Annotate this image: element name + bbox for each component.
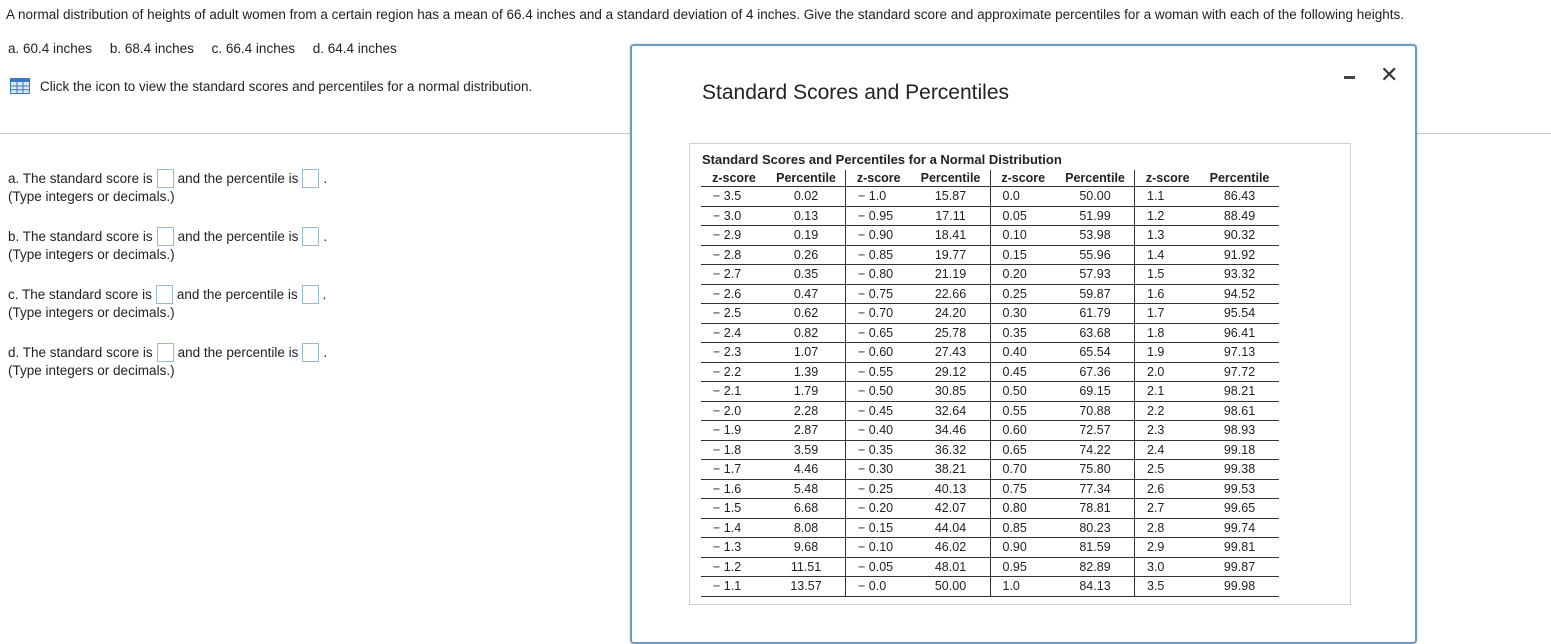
- percentile-cell: 78.81: [1056, 499, 1135, 519]
- question-text: A normal distribution of heights of adult women from a certain region has a mean of 66.4 inches and a standard deviation of 4 inches. Give the standard score and approximate percentiles for a woman with each of the following heights.: [6, 7, 1405, 22]
- percentile-cell: 1.39: [767, 362, 846, 382]
- zscore-cell: − 1.8: [701, 440, 767, 460]
- answer-d-percentile-input[interactable]: [302, 343, 319, 362]
- height-parts: [8, 41, 411, 56]
- percentile-cell: 70.88: [1056, 401, 1135, 421]
- zscore-cell: 0.70: [990, 460, 1056, 480]
- zscore-cell: − 2.5: [701, 304, 767, 324]
- zscore-cell: 0.15: [990, 245, 1056, 265]
- zscore-cell: 0.90: [990, 538, 1056, 558]
- percentile-cell: 46.02: [912, 538, 991, 558]
- percentile-cell: 96.41: [1201, 323, 1279, 343]
- minimize-icon[interactable]: [1344, 76, 1355, 79]
- table-title: Standard Scores and Percentiles for a Normal Distribution: [702, 152, 1062, 167]
- table-row: [701, 343, 1279, 363]
- answer-d-hint: (Type integers or decimals.): [8, 363, 175, 378]
- percentile-cell: 27.43: [912, 343, 991, 363]
- percentile-cell: 6.68: [767, 499, 846, 519]
- zscore-cell: 1.6: [1135, 284, 1201, 304]
- percentile-cell: 0.02: [767, 187, 846, 207]
- percentile-cell: 95.54: [1201, 304, 1279, 324]
- table-icon-row: [10, 78, 532, 94]
- table-row: [701, 557, 1279, 577]
- zscore-cell: − 3.0: [701, 206, 767, 226]
- percentile-cell: 32.64: [912, 401, 991, 421]
- percentile-cell: 13.57: [767, 577, 846, 597]
- zscore-cell: − 0.65: [846, 323, 912, 343]
- percentile-cell: 91.92: [1201, 245, 1279, 265]
- answer-c-percentile-input[interactable]: [302, 285, 319, 304]
- zscore-cell: 2.9: [1135, 538, 1201, 558]
- zscore-cell: − 2.2: [701, 362, 767, 382]
- percentile-cell: 99.53: [1201, 479, 1279, 499]
- percentile-cell: 90.32: [1201, 226, 1279, 246]
- percentile-cell: 88.49: [1201, 206, 1279, 226]
- zscore-cell: 1.0: [990, 577, 1056, 597]
- percentile-cell: 99.98: [1201, 577, 1279, 597]
- percentile-cell: 40.13: [912, 479, 991, 499]
- table-row: [701, 479, 1279, 499]
- table-row: [701, 323, 1279, 343]
- zscore-cell: − 0.90: [846, 226, 912, 246]
- table-row: [701, 518, 1279, 538]
- percentile-cell: 97.13: [1201, 343, 1279, 363]
- part-a: a. 60.4 inches: [8, 41, 93, 56]
- zscore-cell: 0.30: [990, 304, 1056, 324]
- answer-a-middle: and the percentile is: [177, 170, 299, 186]
- zscore-cell: − 0.60: [846, 343, 912, 363]
- percentile-cell: 21.19: [912, 265, 991, 285]
- answer-c-zscore-input[interactable]: [156, 285, 173, 304]
- answer-d-suffix: .: [323, 344, 328, 360]
- zscore-cell: − 0.95: [846, 206, 912, 226]
- zscore-cell: 2.6: [1135, 479, 1201, 499]
- percentile-cell: 4.46: [767, 460, 846, 480]
- zscore-cell: − 0.45: [846, 401, 912, 421]
- percentile-cell: 72.57: [1056, 421, 1135, 441]
- answer-c-middle: and the percentile is: [176, 286, 298, 302]
- percentile-cell: 99.38: [1201, 460, 1279, 480]
- zscore-cell: − 1.7: [701, 460, 767, 480]
- percentile-cell: 99.87: [1201, 557, 1279, 577]
- zscore-cell: 0.10: [990, 226, 1056, 246]
- header-zscore: z-score: [990, 170, 1056, 187]
- table-header-row: [701, 170, 1279, 187]
- percentile-cell: 98.21: [1201, 382, 1279, 402]
- percentile-cell: 2.28: [767, 401, 846, 421]
- table-row: [701, 538, 1279, 558]
- percentile-table-panel: [689, 143, 1351, 605]
- percentile-table: [701, 170, 1279, 597]
- percentile-cell: 53.98: [1056, 226, 1135, 246]
- zscore-cell: − 2.7: [701, 265, 767, 285]
- table-row: [701, 577, 1279, 597]
- percentile-cell: 99.18: [1201, 440, 1279, 460]
- answer-b-suffix: .: [323, 228, 328, 244]
- percentile-cell: 98.93: [1201, 421, 1279, 441]
- percentile-cell: 2.87: [767, 421, 846, 441]
- percentile-cell: 84.13: [1056, 577, 1135, 597]
- percentile-cell: 24.20: [912, 304, 991, 324]
- table-row: [701, 304, 1279, 324]
- zscore-cell: − 0.0: [846, 577, 912, 597]
- percentile-cell: 18.41: [912, 226, 991, 246]
- answer-b-hint: (Type integers or decimals.): [8, 247, 175, 262]
- table-row: [701, 187, 1279, 207]
- table-row: [701, 226, 1279, 246]
- percentile-cell: 3.59: [767, 440, 846, 460]
- percentile-cell: 22.66: [912, 284, 991, 304]
- zscore-cell: 1.7: [1135, 304, 1201, 324]
- answer-a-percentile-input[interactable]: [302, 169, 319, 188]
- zscore-cell: − 3.5: [701, 187, 767, 207]
- zscore-cell: 2.8: [1135, 518, 1201, 538]
- zscore-cell: 0.20: [990, 265, 1056, 285]
- percentile-cell: 34.46: [912, 421, 991, 441]
- answer-b-middle: and the percentile is: [177, 228, 299, 244]
- header-percentile: Percentile: [1201, 170, 1279, 187]
- header-zscore: z-score: [846, 170, 912, 187]
- table-row: [701, 499, 1279, 519]
- answer-d-prefix: d. The standard score is: [8, 344, 153, 360]
- table-row: [701, 440, 1279, 460]
- percentile-cell: 94.52: [1201, 284, 1279, 304]
- answer-d: [8, 341, 327, 378]
- modal-title: Standard Scores and Percentiles: [702, 81, 1010, 104]
- percentile-cell: 93.32: [1201, 265, 1279, 285]
- zscore-cell: − 1.2: [701, 557, 767, 577]
- zscore-cell: 1.2: [1135, 206, 1201, 226]
- table-icon[interactable]: [10, 78, 30, 94]
- percentile-cell: 30.85: [912, 382, 991, 402]
- header-zscore: z-score: [701, 170, 767, 187]
- part-b: b. 68.4 inches: [109, 41, 194, 56]
- zscore-cell: 2.7: [1135, 499, 1201, 519]
- answer-a-zscore-input[interactable]: [157, 169, 174, 188]
- percentile-cell: 19.77: [912, 245, 991, 265]
- percentiles-modal: [630, 44, 1417, 644]
- table-row: [701, 265, 1279, 285]
- percentile-cell: 77.34: [1056, 479, 1135, 499]
- percentile-cell: 65.54: [1056, 343, 1135, 363]
- percentile-cell: 44.04: [912, 518, 991, 538]
- percentile-cell: 81.59: [1056, 538, 1135, 558]
- percentile-cell: 17.11: [912, 206, 991, 226]
- zscore-cell: 0.25: [990, 284, 1056, 304]
- percentile-cell: 98.61: [1201, 401, 1279, 421]
- zscore-cell: 0.35: [990, 323, 1056, 343]
- zscore-cell: − 0.40: [846, 421, 912, 441]
- zscore-cell: 2.4: [1135, 440, 1201, 460]
- percentile-cell: 69.15: [1056, 382, 1135, 402]
- percentile-cell: 0.62: [767, 304, 846, 324]
- header-percentile: Percentile: [912, 170, 991, 187]
- zscore-cell: 1.9: [1135, 343, 1201, 363]
- answer-b: [8, 225, 327, 262]
- header-percentile: Percentile: [1056, 170, 1135, 187]
- zscore-cell: − 1.5: [701, 499, 767, 519]
- zscore-cell: − 0.20: [846, 499, 912, 519]
- percentile-cell: 11.51: [767, 557, 846, 577]
- table-row: [701, 460, 1279, 480]
- zscore-cell: 0.65: [990, 440, 1056, 460]
- answer-c-prefix: c. The standard score is: [8, 286, 152, 302]
- zscore-cell: 0.95: [990, 557, 1056, 577]
- zscore-cell: − 0.80: [846, 265, 912, 285]
- table-row: [701, 206, 1279, 226]
- zscore-cell: − 0.30: [846, 460, 912, 480]
- zscore-cell: 0.40: [990, 343, 1056, 363]
- table-row: [701, 382, 1279, 402]
- zscore-cell: − 2.3: [701, 343, 767, 363]
- percentile-cell: 86.43: [1201, 187, 1279, 207]
- part-d: d. 64.4 inches: [312, 41, 397, 56]
- percentile-cell: 75.80: [1056, 460, 1135, 480]
- zscore-cell: 2.3: [1135, 421, 1201, 441]
- zscore-cell: − 2.6: [701, 284, 767, 304]
- zscore-cell: − 0.75: [846, 284, 912, 304]
- zscore-cell: − 0.55: [846, 362, 912, 382]
- answer-b-percentile-input[interactable]: [302, 227, 319, 246]
- percentile-cell: 0.35: [767, 265, 846, 285]
- zscore-cell: 3.5: [1135, 577, 1201, 597]
- close-icon[interactable]: ✕: [1380, 62, 1399, 87]
- percentile-cell: 5.48: [767, 479, 846, 499]
- percentile-cell: 55.96: [1056, 245, 1135, 265]
- percentile-cell: 15.87: [912, 187, 991, 207]
- zscore-cell: 1.4: [1135, 245, 1201, 265]
- zscore-cell: − 0.15: [846, 518, 912, 538]
- percentile-cell: 59.87: [1056, 284, 1135, 304]
- percentile-cell: 51.99: [1056, 206, 1135, 226]
- header-zscore: z-score: [1135, 170, 1201, 187]
- zscore-cell: 1.5: [1135, 265, 1201, 285]
- percentile-cell: 0.26: [767, 245, 846, 265]
- answer-c: [8, 283, 326, 320]
- header-percentile: Percentile: [767, 170, 846, 187]
- percentile-cell: 25.78: [912, 323, 991, 343]
- percentile-cell: 63.68: [1056, 323, 1135, 343]
- zscore-cell: 0.50: [990, 382, 1056, 402]
- percentile-cell: 0.47: [767, 284, 846, 304]
- zscore-cell: 0.85: [990, 518, 1056, 538]
- percentile-cell: 82.89: [1056, 557, 1135, 577]
- percentile-cell: 36.32: [912, 440, 991, 460]
- zscore-cell: − 0.85: [846, 245, 912, 265]
- answer-c-hint: (Type integers or decimals.): [8, 305, 175, 320]
- zscore-cell: − 2.4: [701, 323, 767, 343]
- table-row: [701, 362, 1279, 382]
- zscore-cell: 2.1: [1135, 382, 1201, 402]
- answer-a: [8, 167, 327, 204]
- percentile-cell: 0.19: [767, 226, 846, 246]
- zscore-cell: − 2.9: [701, 226, 767, 246]
- percentile-cell: 99.74: [1201, 518, 1279, 538]
- answer-b-prefix: b. The standard score is: [8, 228, 153, 244]
- answer-d-middle: and the percentile is: [177, 344, 299, 360]
- zscore-cell: − 1.3: [701, 538, 767, 558]
- zscore-cell: − 1.4: [701, 518, 767, 538]
- zscore-cell: − 0.35: [846, 440, 912, 460]
- table-icon-label: Click the icon to view the standard scores and percentiles for a normal distribution.: [40, 78, 533, 94]
- zscore-cell: 0.60: [990, 421, 1056, 441]
- zscore-cell: 2.2: [1135, 401, 1201, 421]
- zscore-cell: 2.0: [1135, 362, 1201, 382]
- percentile-cell: 99.65: [1201, 499, 1279, 519]
- percentile-cell: 9.68: [767, 538, 846, 558]
- percentile-cell: 50.00: [912, 577, 991, 597]
- zscore-cell: 2.5: [1135, 460, 1201, 480]
- zscore-cell: − 0.70: [846, 304, 912, 324]
- percentile-cell: 57.93: [1056, 265, 1135, 285]
- percentile-cell: 80.23: [1056, 518, 1135, 538]
- zscore-cell: 0.05: [990, 206, 1056, 226]
- percentile-cell: 0.82: [767, 323, 846, 343]
- part-c: c. 66.4 inches: [211, 41, 295, 56]
- percentile-cell: 97.72: [1201, 362, 1279, 382]
- zscore-cell: 1.3: [1135, 226, 1201, 246]
- percentile-cell: 38.21: [912, 460, 991, 480]
- percentile-cell: 8.08: [767, 518, 846, 538]
- percentile-cell: 29.12: [912, 362, 991, 382]
- zscore-cell: − 2.8: [701, 245, 767, 265]
- zscore-cell: 0.0: [990, 187, 1056, 207]
- zscore-cell: 0.80: [990, 499, 1056, 519]
- percentile-cell: 61.79: [1056, 304, 1135, 324]
- zscore-cell: 0.75: [990, 479, 1056, 499]
- zscore-cell: − 1.6: [701, 479, 767, 499]
- zscore-cell: 0.45: [990, 362, 1056, 382]
- zscore-cell: − 2.1: [701, 382, 767, 402]
- table-row: [701, 401, 1279, 421]
- percentile-cell: 0.13: [767, 206, 846, 226]
- percentile-cell: 99.81: [1201, 538, 1279, 558]
- answer-d-zscore-input[interactable]: [157, 343, 174, 362]
- zscore-cell: − 0.25: [846, 479, 912, 499]
- percentile-cell: 67.36: [1056, 362, 1135, 382]
- percentile-cell: 42.07: [912, 499, 991, 519]
- zscore-cell: − 1.1: [701, 577, 767, 597]
- zscore-cell: − 1.0: [846, 187, 912, 207]
- zscore-cell: 1.1: [1135, 187, 1201, 207]
- percentile-cell: 50.00: [1056, 187, 1135, 207]
- table-row: [701, 245, 1279, 265]
- table-row: [701, 421, 1279, 441]
- answer-a-prefix: a. The standard score is: [8, 170, 153, 186]
- percentile-cell: 48.01: [912, 557, 991, 577]
- zscore-cell: − 1.9: [701, 421, 767, 441]
- zscore-cell: 0.55: [990, 401, 1056, 421]
- answer-c-suffix: .: [322, 286, 327, 302]
- percentile-cell: 1.07: [767, 343, 846, 363]
- percentile-cell: 74.22: [1056, 440, 1135, 460]
- answer-a-suffix: .: [323, 170, 328, 186]
- zscore-cell: 1.8: [1135, 323, 1201, 343]
- zscore-cell: − 2.0: [701, 401, 767, 421]
- zscore-cell: − 0.50: [846, 382, 912, 402]
- answer-a-hint: (Type integers or decimals.): [8, 189, 175, 204]
- percentile-cell: 1.79: [767, 382, 846, 402]
- table-row: [701, 284, 1279, 304]
- zscore-cell: 3.0: [1135, 557, 1201, 577]
- zscore-cell: − 0.10: [846, 538, 912, 558]
- zscore-cell: − 0.05: [846, 557, 912, 577]
- answer-b-zscore-input[interactable]: [157, 227, 174, 246]
